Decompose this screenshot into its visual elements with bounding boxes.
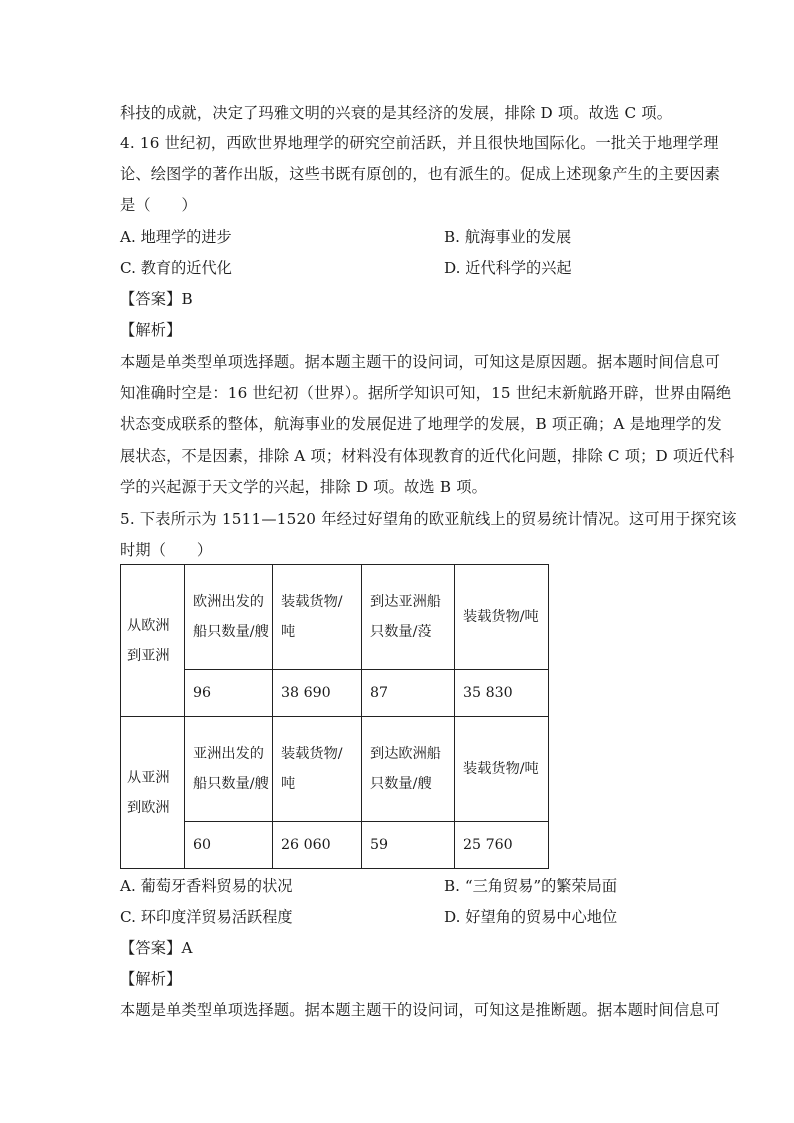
route-label: 从亚洲到欧洲 [127, 769, 170, 816]
question-stem-line: 论、绘图学的著作出版，这些书既有原创的，也有派生的。促成上述现象产生的主要因素 [120, 165, 721, 183]
question-stem-line: 时期（ ） [120, 541, 213, 559]
header-cell [362, 565, 455, 670]
header-cell [455, 565, 549, 670]
table-cell: 35 830 [455, 670, 549, 717]
header-cell [455, 717, 549, 822]
header-text: 装载货物/吨 [463, 761, 539, 777]
table-cell: 60 [185, 822, 273, 869]
question-stem-line: 5. 下表所示为 1511—1520 年经过好望角的欧亚航线上的贸易统计情况。这可用于探究该 [120, 510, 737, 528]
trade-statistics-table [120, 564, 549, 869]
route-label: 从欧洲到亚洲 [127, 617, 170, 664]
table-cell: 96 [185, 670, 273, 717]
question-stem-line: 是（ ） [120, 196, 197, 214]
table-cell: 87 [362, 670, 455, 717]
analysis-line: 学的兴起源于天文学的兴起，排除 D 项。故选 B 项。 [120, 478, 487, 496]
option-a: A. 地理学的进步 [120, 228, 232, 246]
analysis-heading: 【解析】 [120, 970, 182, 988]
table-row [121, 717, 549, 822]
text-line: 科技的成就，决定了玛雅文明的兴衰的是其经济的发展，排除 D 项。故选 C 项。 [120, 104, 673, 122]
header-text: 到达欧洲船只数量/艘 [370, 746, 441, 792]
table-cell: 38 690 [273, 670, 362, 717]
analysis-line: 本题是单类型单项选择题。据本题主题干的设问词，可知这是推断题。据本题时间信息可 [120, 1001, 721, 1019]
header-cell [273, 565, 362, 670]
header-text: 欧洲出发的船只数量/艘 [193, 594, 269, 640]
analysis-line: 展状态，不是因素，排除 A 项；材料没有体现教育的近代化问题，排除 C 项；D 项近代科 [120, 447, 735, 465]
option-c: C. 环印度洋贸易活跃程度 [120, 908, 293, 926]
option-c: C. 教育的近代化 [120, 259, 232, 277]
question-stem-line: 4. 16 世纪初，西欧世界地理学的研究空前活跃，并且很快地国际化。一批关于地理学理 [120, 134, 719, 152]
header-text: 装载货物/吨 [281, 594, 343, 640]
header-cell [362, 717, 455, 822]
route-cell [121, 717, 185, 869]
header-text: 亚洲出发的船只数量/艘 [193, 746, 269, 792]
option-d: D. 近代科学的兴起 [444, 259, 572, 277]
header-text: 装载货物/吨 [463, 609, 539, 625]
header-text: 装载货物/吨 [281, 746, 343, 792]
table-row [121, 670, 549, 717]
header-cell [185, 565, 273, 670]
answer-label: 【答案】B [120, 290, 193, 308]
table-row [121, 565, 549, 670]
analysis-line: 本题是单类型单项选择题。据本题主题干的设问词，可知这是原因题。据本题时间信息可 [120, 353, 721, 371]
table-row [121, 822, 549, 869]
option-d: D. 好望角的贸易中心地位 [444, 908, 618, 926]
answer-label: 【答案】A [120, 939, 193, 957]
option-b: B. 航海事业的发展 [444, 228, 572, 246]
option-a: A. 葡萄牙香料贸易的状况 [120, 877, 293, 895]
header-cell [273, 717, 362, 822]
header-text: 到达亚洲船只数量/莈 [370, 594, 441, 640]
analysis-line: 知准确时空是：16 世纪初（世界）。据所学知识可知，15 世纪末新航路开辟，世界由隔绝 [120, 384, 732, 402]
table-cell: 26 060 [273, 822, 362, 869]
option-b: B. “三角贸易”的繁荣局面 [444, 877, 618, 895]
header-cell [185, 717, 273, 822]
analysis-line: 状态变成联系的整体，航海事业的发展促进了地理学的发展，B 项正确；A 是地理学的发 [120, 415, 722, 433]
table-cell: 25 760 [455, 822, 549, 869]
route-cell [121, 565, 185, 717]
analysis-heading: 【解析】 [120, 321, 182, 339]
table-cell: 59 [362, 822, 455, 869]
